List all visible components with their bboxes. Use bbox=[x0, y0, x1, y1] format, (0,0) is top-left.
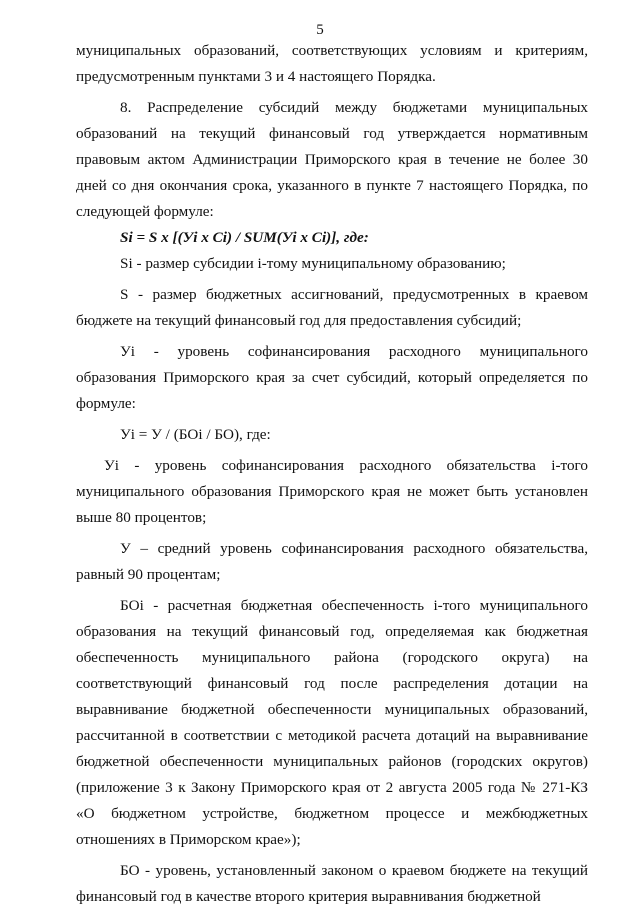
definition-yi-limit: Уi - уровень софинансирования расходного обязательства i-того муниципального образования Приморского края не может быть установлен выше 80 процентов; bbox=[76, 457, 588, 526]
formula-main: Si = S x [(Уi x Ci) / SUM(Уi x Ci)], где: bbox=[120, 229, 369, 246]
page-number: 5 bbox=[316, 22, 324, 38]
document-body bbox=[76, 38, 588, 910]
definition-s: S - размер бюджетных ассигнований, предусмотренных в краевом бюджете на текущий финансовый год для предоставления субсидий; bbox=[76, 286, 588, 329]
paragraph-continuation: муниципальных образований, соответствующих условиям и критериям, предусмотренным пунктами 3 и 4 настоящего Порядка. bbox=[76, 42, 588, 85]
formula-yi: Уi = У / (БОi / БО), где: bbox=[120, 426, 271, 443]
definition-boi: БОi - расчетная бюджетная обеспеченность i-того муниципального образования на текущий финансовый год, определяемая как бюджетная обеспеченность муниципального района (городского округа) на соответствующий финансовый год после распределения дотации на выравнивание бюджетной обеспеченности муниципальных образований, рассчитанной в соответствии с методикой расчета дотаций на выравнивание бюджетной обеспеченности муниципальных районов (городских округов) (приложение 3 к Закону Приморского края от 2 августа 2005 года № 271-КЗ «О бюджетном устройстве, бюджетном процессе и межбюджетных отношениях в Приморском крае»); bbox=[76, 597, 588, 848]
paragraph-item-8: 8. Распределение субсидий между бюджетами муниципальных образований на текущий финансовый год утверждается нормативным правовым актом Администрации Приморского края в течение не более 30 дней со дня окончания срока, указанного в пункте 7 настоящего Порядка, по следующей формуле: bbox=[76, 99, 588, 220]
definition-bo: БО - уровень, установленный законом о краевом бюджете на текущий финансовый год в качестве второго критерия выравнивания бюджетной bbox=[76, 862, 588, 905]
definition-y: У – средний уровень софинансирования расходного обязательства, равный 90 процентам; bbox=[76, 540, 588, 583]
definition-si: Si - размер субсидии i-тому муниципальному образованию; bbox=[120, 255, 506, 272]
definition-yi: Уi - уровень софинансирования расходного муниципального образования Приморского края за счет субсидий, который определяется по формуле: bbox=[76, 343, 588, 412]
